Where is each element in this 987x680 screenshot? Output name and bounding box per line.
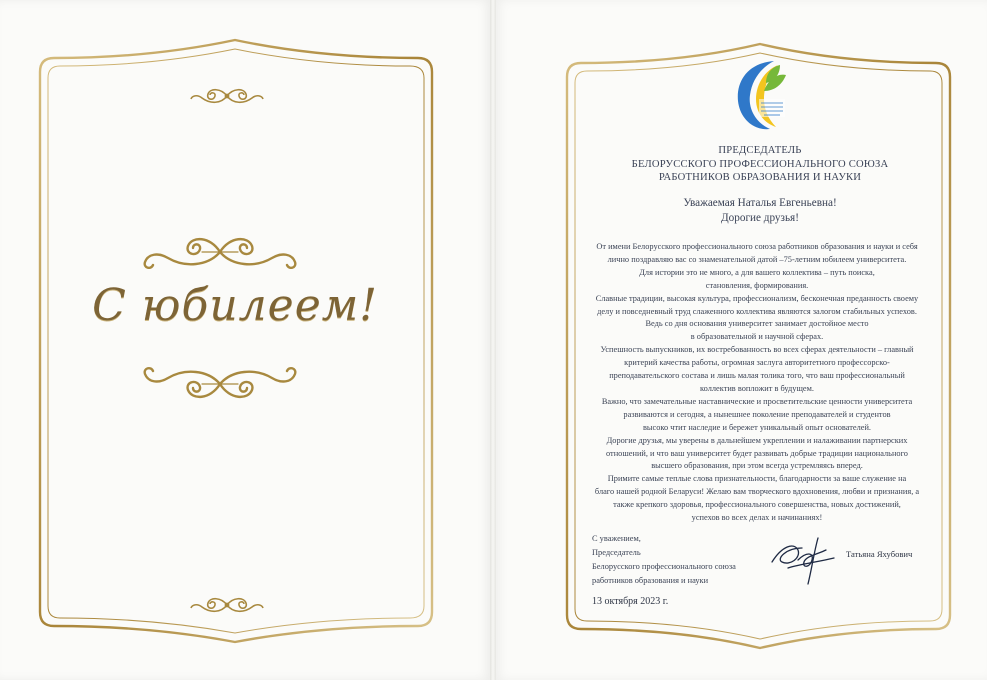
body-line: Успешность выпускников, их востребованность во всех сферах деятельности – главный: [600, 345, 914, 355]
body-line: Славные традиции, высокая культура, профессионализм, бесконечная преданность своему: [595, 293, 919, 303]
title-line: РАБОТНИКОВ ОБРАЗОВАНИЯ И НАУКИ: [658, 172, 862, 183]
body-line: критерий качества работы, огромная заслуга авторитетного профессорско-: [624, 358, 890, 368]
body-line: преподавательского состава и лишь малая толика того, что ваш профессиональный: [609, 371, 905, 381]
body-line: делу и повседневный труд слаженного коллектива являются залогом стабильных успехов.: [597, 306, 917, 316]
body-line: также крепкого здоровья, профессионального совершенства, новых достижений,: [613, 500, 901, 510]
letter-title: [610, 144, 910, 185]
body-line: Дорогие друзья, мы уверены в дальнейшем укреплении и налаживании партнерских: [606, 435, 908, 445]
body-line: Ведь со дня основания университет занимает достойное место: [645, 319, 869, 329]
body-line: лично поздравляю вас со знаменательной датой –75-летним юбилеем университета.: [607, 254, 907, 264]
body-line: отношений, и что ваш университет будет развивать добрые традиции национального: [606, 448, 908, 458]
body-line: в образовательной и научной сферах.: [690, 332, 824, 342]
closing-line: Белорусского профессионального союза: [592, 562, 736, 571]
letter-body: [576, 241, 938, 525]
body-line: Примите самые теплые слова признательности, благодарности за ваше служение на: [607, 474, 907, 484]
bottom-scroll-ornament: [188, 594, 266, 616]
body-line: Для истории это не много, а для вашего коллектива – путь поиска,: [639, 267, 875, 277]
body-line: благо нашей родной Беларуси! Желаю вам творческого вдохновения, любви и признания, а: [594, 487, 920, 497]
title-line: ПРЕДСЕДАТЕЛЬ: [718, 145, 802, 156]
body-line: высоко чтит наследие и бережет уникальный опыт основателей.: [642, 422, 871, 432]
letter-date: 13 октября 2023 г.: [592, 596, 669, 607]
upper-flourish-ornament: [140, 228, 300, 274]
salutation-line: Дорогие друзья!: [721, 212, 799, 224]
title-line: БЕЛОРУССКОГО ПРОФЕССИОНАЛЬНОГО СОЮЗА: [631, 158, 889, 170]
body-line: развиваются и сегодня, а нынешнее поколение преподавателей и студентов: [623, 409, 891, 419]
handwritten-signature: [768, 532, 842, 588]
top-scroll-ornament: [188, 85, 266, 107]
body-line: коллектив вопложит в будущем.: [700, 383, 814, 393]
closing-line: Председатель: [592, 548, 641, 557]
body-line: становления, формирования.: [705, 280, 809, 290]
body-line: высшего образования, при этом всегда устремляясь вперед.: [651, 461, 863, 471]
body-line: От имени Белорусского профессионального союза работников образования и науки и себя: [596, 242, 918, 251]
closing-line: работников образования и науки: [592, 576, 709, 585]
body-line: успехов во всех делах и начинаниях!: [691, 513, 823, 523]
signatory-name: Татьяна Яхубович: [846, 549, 913, 559]
closing-line: С уважением,: [592, 534, 641, 543]
jubilee-headline: С юбилеем!: [92, 280, 378, 331]
lower-flourish-ornament: [140, 362, 300, 408]
salutation: [600, 196, 920, 226]
closing-block: [592, 532, 762, 588]
union-logo-icon: [734, 57, 790, 135]
salutation-line: Уважаемая Наталья Евгеньевна!: [683, 197, 837, 209]
body-line: Важно, что замечательные наставнические и просветительские ценности университета: [601, 396, 913, 406]
